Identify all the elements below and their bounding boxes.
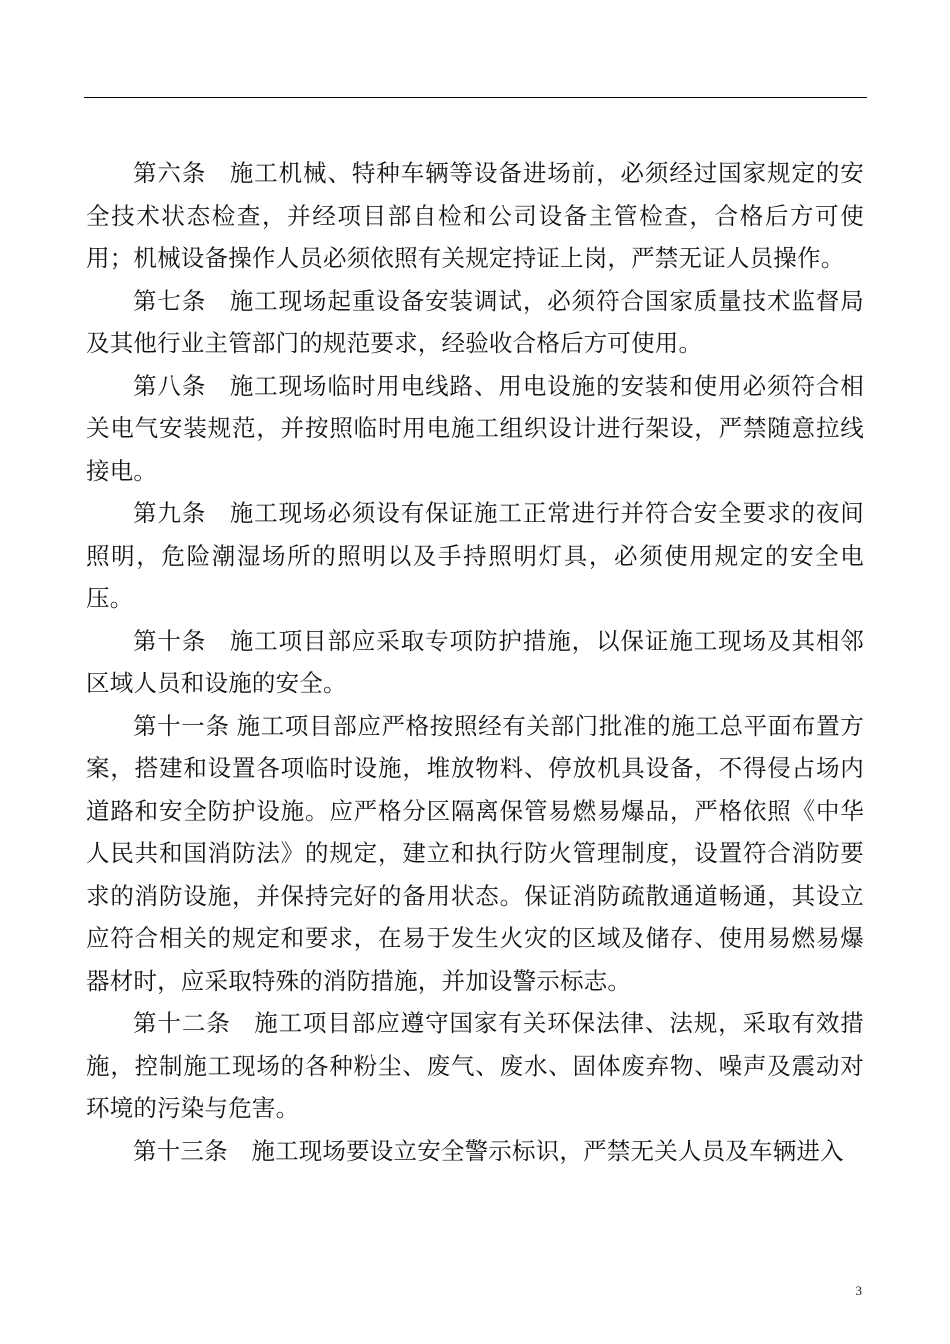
article-number: 第十三条 [133, 1136, 228, 1165]
header-rule [84, 97, 867, 98]
article-12 [86, 1002, 864, 1130]
article-text: 施工现场起重设备安装调试，必须符合国家质量技术监督局及其他行业主管部门的规范要求，经验收合格后方可使用。 [86, 286, 864, 357]
article-8 [86, 365, 864, 493]
article-number: 第十一条 [133, 711, 230, 740]
article-13 [86, 1130, 864, 1173]
article-text: 施工项目部应遵守国家有关环保法律、法规，采取有效措施，控制施工现场的各种粉尘、废气、废水、固体废弃物、噪声及震动对环境的污染与危害。 [86, 1009, 864, 1122]
article-text: 施工机械、特种车辆等设备进场前，必须经过国家规定的安全技术状态检查，并经项目部自检和公司设备主管检查，合格后方可使用；机械设备操作人员必须依照有关规定持证上岗，严禁无证人员操作。 [86, 159, 864, 272]
article-text: 施工现场临时用电线路、用电设施的安装和使用必须符合相关电气安装规范，并按照临时用电施工组织设计进行架设，严禁随意拉线接电。 [86, 371, 864, 485]
article-text: 施工现场要设立安全警示标识，严禁无关人员及车辆进入 [251, 1136, 844, 1165]
article-6 [86, 152, 864, 280]
article-number: 第十条 [133, 626, 207, 655]
article-9 [86, 492, 864, 620]
article-text: 施工项目部应严格按照经有关部门批准的施工总平面布置方案，搭建和设置各项临时设施，堆放物料、停放机具设备，不得侵占场内道路和安全防护设施。应严格分区隔离保管易燃易爆品，严格依照《中华人民共和国消防法》的规定，建立和执行防火管理制度，设置符合消防要求的消防设施，并保持完好的备用状态。保证消防疏散通道畅通，其设立应符合相关的规定和要求，在易于发生火灾的区域及储存、使用易燃易爆器材时，应采取特殊的消防措施，并加设警示标志。 [86, 711, 864, 995]
article-number: 第八条 [133, 371, 207, 400]
article-11 [86, 705, 864, 1003]
article-text: 施工现场必须设有保证施工正常进行并符合安全要求的夜间照明，危险潮湿场所的照明以及手持照明灯具，必须使用规定的安全电压。 [86, 499, 864, 612]
page-number: 3 [855, 1283, 862, 1298]
article-number: 第十二条 [133, 1009, 231, 1037]
article-number: 第九条 [133, 499, 207, 527]
article-10 [86, 620, 864, 705]
document-body [86, 152, 864, 1172]
article-7 [86, 280, 864, 365]
article-text: 施工项目部应采取专项防护措施，以保证施工现场及其相邻区域人员和设施的安全。 [86, 626, 864, 697]
article-number: 第六条 [133, 159, 207, 187]
article-number: 第七条 [133, 286, 207, 315]
